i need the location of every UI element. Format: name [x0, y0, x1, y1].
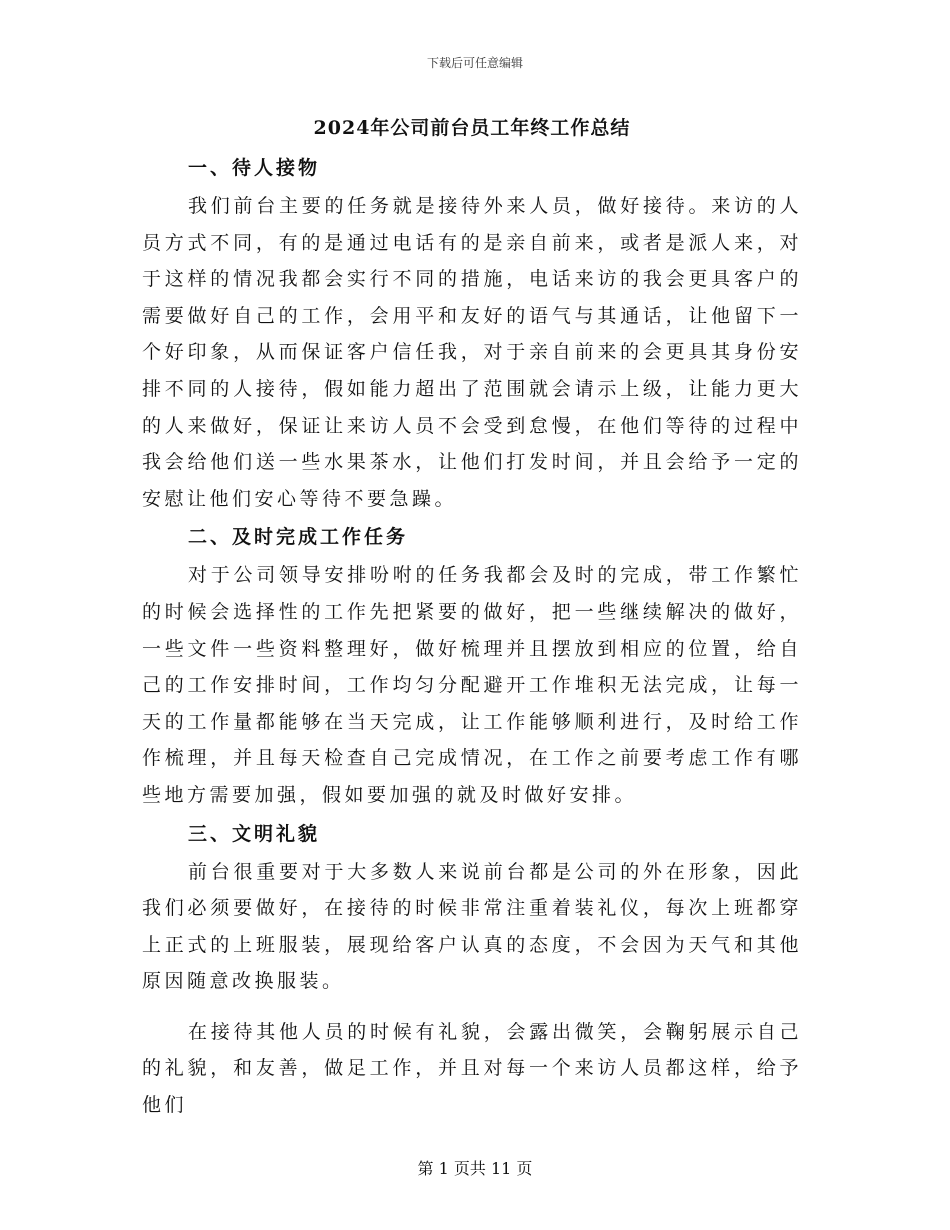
paragraph: 对于公司领导安排吩咐的任务我都会及时的完成，带工作繁忙的时候会选择性的工作先把紧要的做好，把一些继续解决的做好，一些文件一些资料整理好，做好梳理并且摆放到相应的位置，给自己的工作安排时间，工作均匀分配避开工作堆积无法完成，让每一天的工作量都能够在当天完成，让工作能够顺利进行，及时给工作作梳理，并且每天检查自己完成情况，在工作之前要考虑工作有哪些地方需要加强，假如要加强的就及时做好安排。 [142, 564, 802, 806]
section-2 [142, 517, 802, 813]
section-3 [142, 814, 802, 1124]
document-title: 2024年公司前台员工年终工作总结 [313, 117, 631, 139]
section-heading: 一、待人接物 [188, 157, 321, 179]
section-heading: 二、及时完成工作任务 [188, 526, 409, 549]
page-number: 第 1 页共 11 页 [417, 1159, 533, 1178]
paragraph: 在接待其他人员的时候有礼貌，会露出微笑，会鞠躬展示自己的礼貌，和友善，做足工作，并且对每一个来访人员都这样，给予他们 [142, 1020, 802, 1117]
paragraph: 前台很重要对于大多数人来说前台都是公司的外在形象，因此我们必须要做好，在接待的时候非常注重着装礼仪，每次上班都穿上正式的上班服装，展现给客户认真的态度，不会因为天气和其他原因随意改换服装。 [142, 860, 802, 993]
section-1 [142, 148, 802, 517]
section-heading: 三、文明礼貌 [188, 822, 321, 845]
paragraph: 我们前台主要的任务就是接待外来人员，做好接待。来访的人员方式不同，有的是通过电话有的是亲自前来，或者是派人来，对于这样的情况我都会实行不同的措施，电话来访的我会更具客户的需要做好自己的工作，会用平和友好的语气与其通话，让他留下一个好印象，从而保证客户信任我，对于亲自前来的会更具其身份安排不同的人接待，假如能力超出了范围就会请示上级，让能力更大的人来做好，保证让来访人员不会受到怠慢，在他们等待的过程中我会给他们送一些水果茶水，让他们打发时间，并且会给予一定的安慰让他们安心等待不要急躁。 [142, 195, 802, 510]
header-note: 下载后可任意编辑 [426, 56, 523, 70]
document-body [142, 112, 802, 1124]
